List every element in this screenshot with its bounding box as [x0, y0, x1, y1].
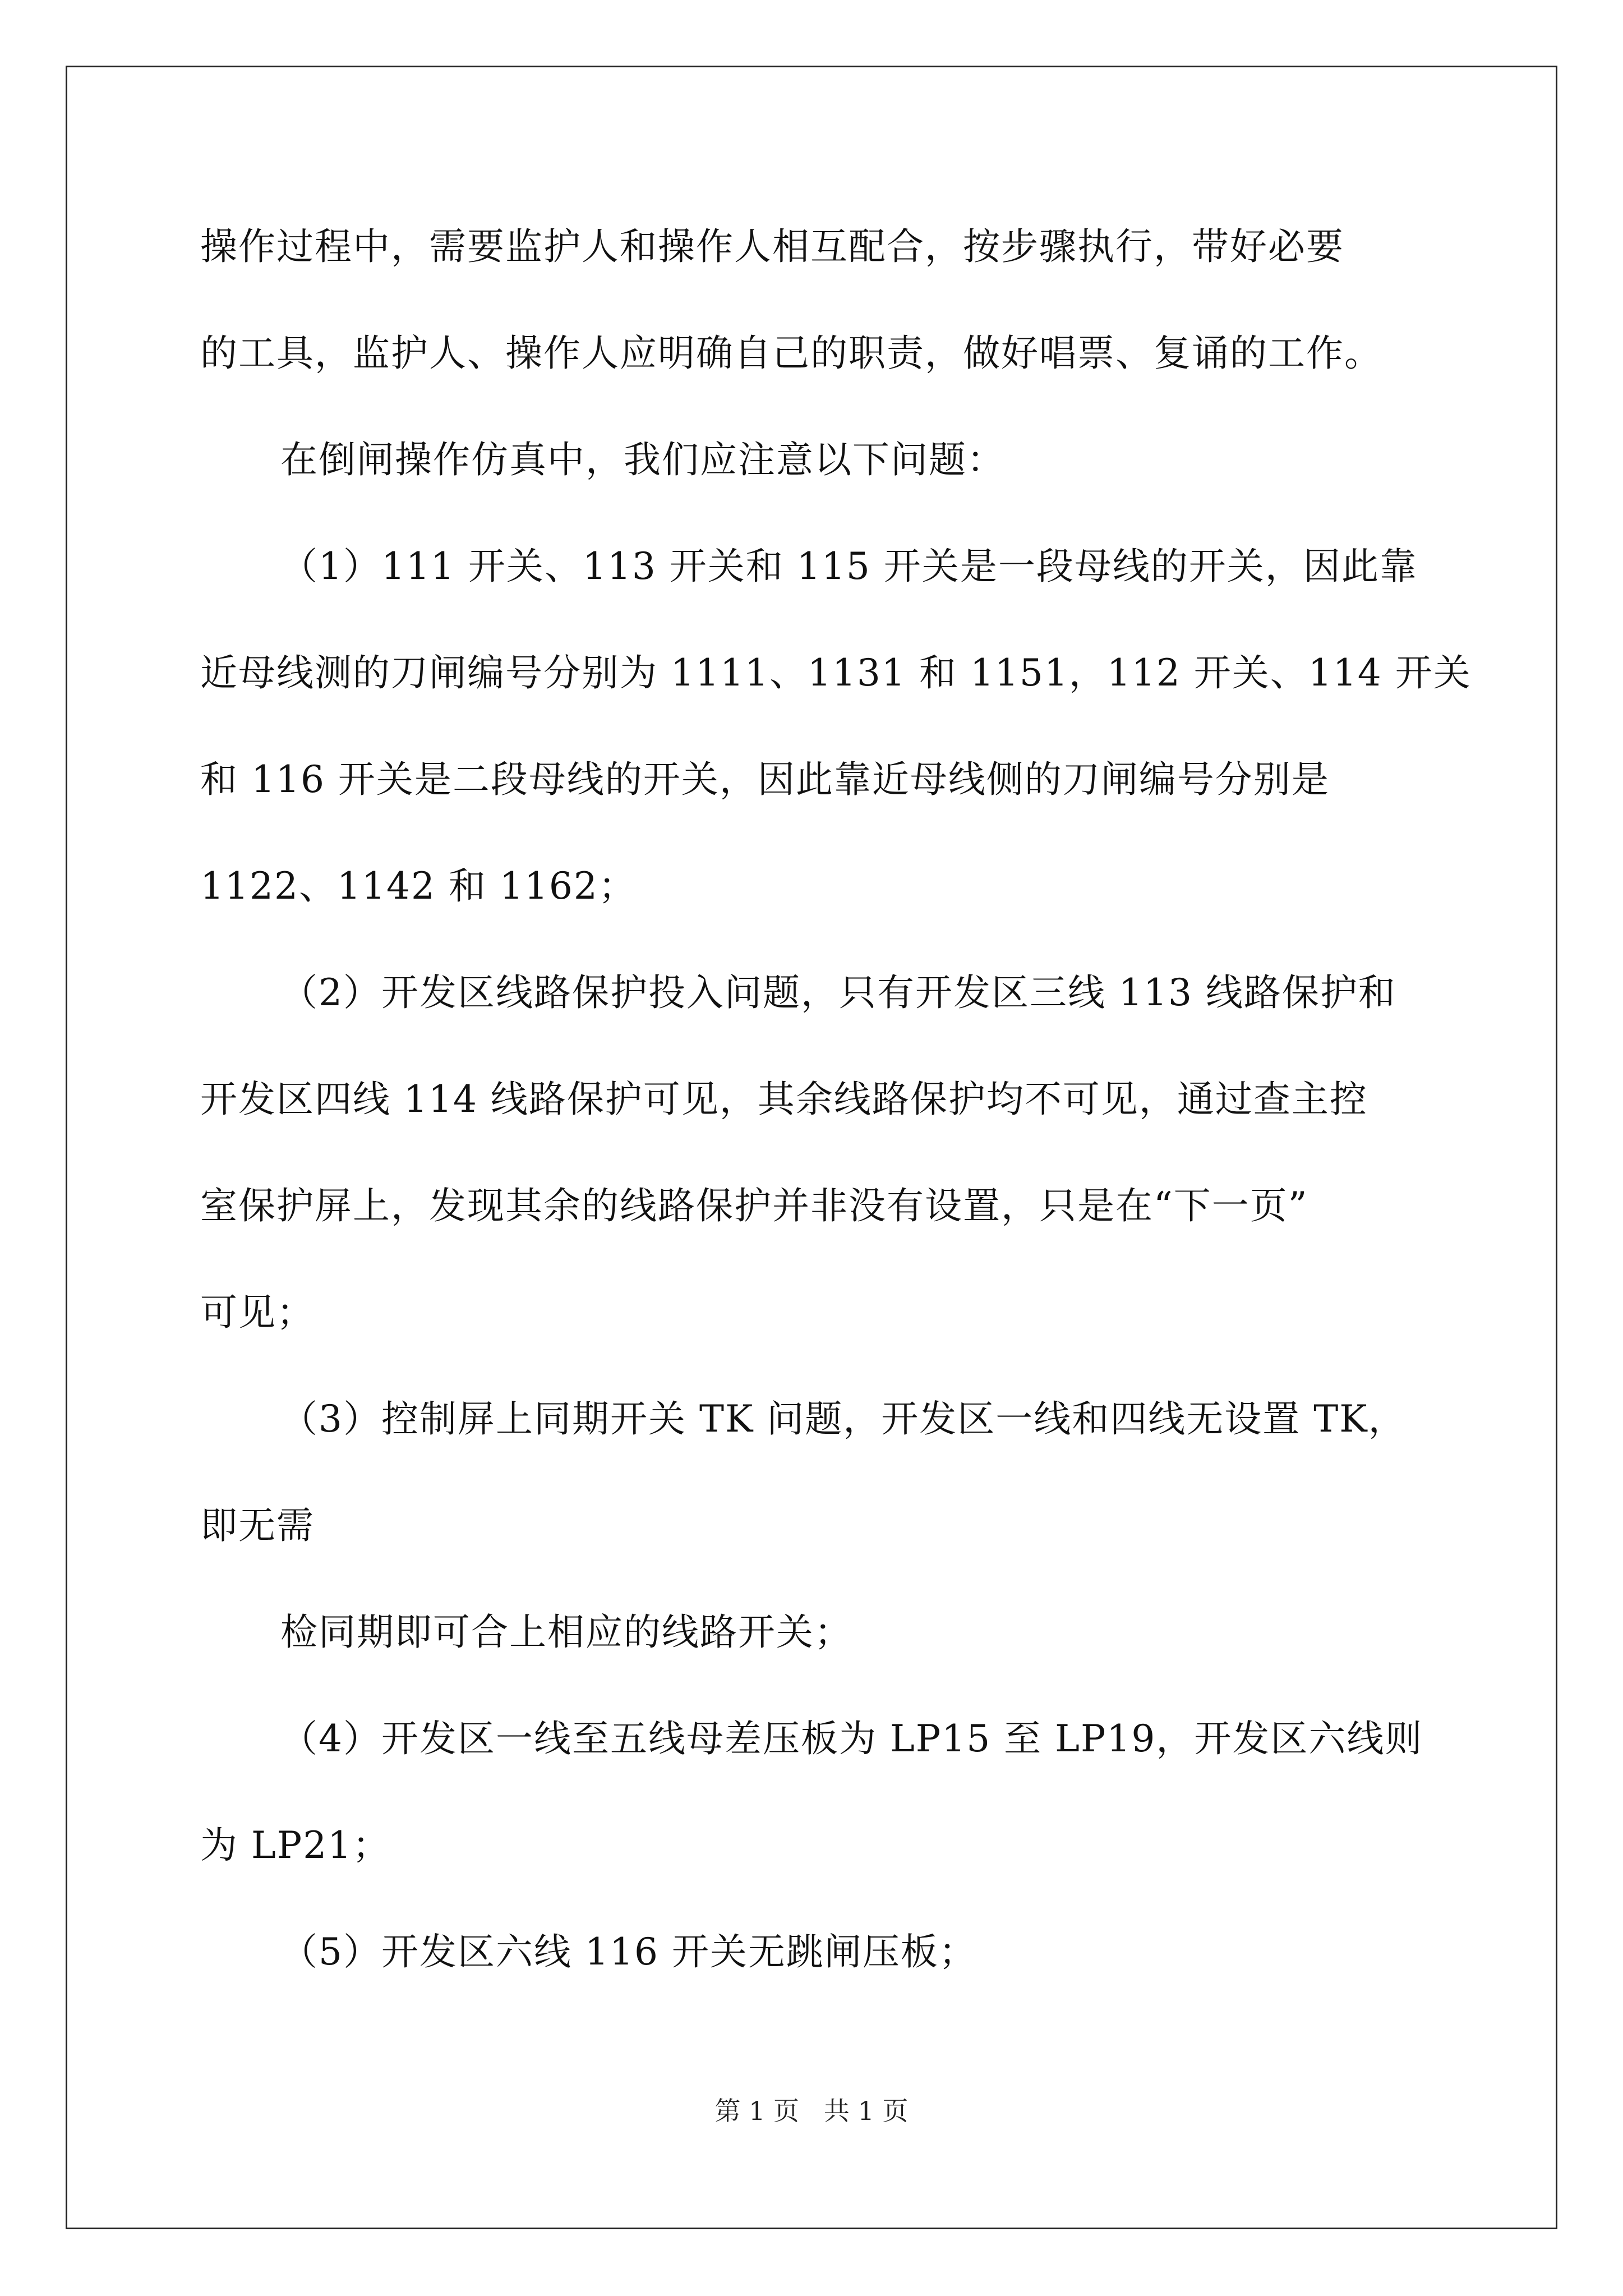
- text-line-10: 室保护屏上，发现其余的线路保护并非没有设置，只是在“下一页”: [200, 1184, 1308, 1227]
- text-line-3: 在倒闸操作仿真中，我们应注意以下问题：: [280, 438, 1005, 481]
- text-line-6: 和 116 开关是二段母线的开关，因此靠近母线侧的刀闸编号分别是: [200, 758, 1330, 801]
- text-line-13: 即无需: [200, 1504, 315, 1547]
- text-line-14: 检同期即可合上相应的线路开关；: [280, 1611, 852, 1654]
- text-line-17: （5）开发区六线 116 开关无跳闸压板；: [280, 1930, 977, 1973]
- text-line-8: （2）开发区线路保护投入问题，只有开发区三线 113 线路保护和: [280, 971, 1396, 1014]
- text-line-1: 操作过程中，需要监护人和操作人相互配合，按步骤执行，带好必要: [200, 225, 1344, 268]
- text-line-4: （1）111 开关、113 开关和 115 开关是一段母线的开关，因此靠: [280, 545, 1418, 588]
- text-line-2: 的工具，监护人、操作人应明确自己的职责，做好唱票、复诵的工作。: [200, 332, 1382, 375]
- text-line-16: 为 LP21；: [200, 1824, 391, 1867]
- text-line-15: （4）开发区一线至五线母差压板为 LP15 至 LP19，开发区六线则: [280, 1717, 1423, 1760]
- text-line-7: 1122、1142 和 1162；: [200, 864, 637, 908]
- page-border: [66, 66, 1557, 2229]
- text-line-9: 开发区四线 114 线路保护可见，其余线路保护均不可见，通过查主控: [200, 1078, 1368, 1121]
- text-line-5: 近母线测的刀闸编号分别为 1111、1131 和 1151，112 开关、114 开关: [200, 651, 1472, 694]
- page-footer: 第 1 页 共 1 页: [714, 2096, 909, 2126]
- text-line-11: 可见；: [200, 1291, 315, 1334]
- text-line-12: （3）控制屏上同期开关 TK 问题，开发区一线和四线无设置 TK，: [280, 1397, 1407, 1441]
